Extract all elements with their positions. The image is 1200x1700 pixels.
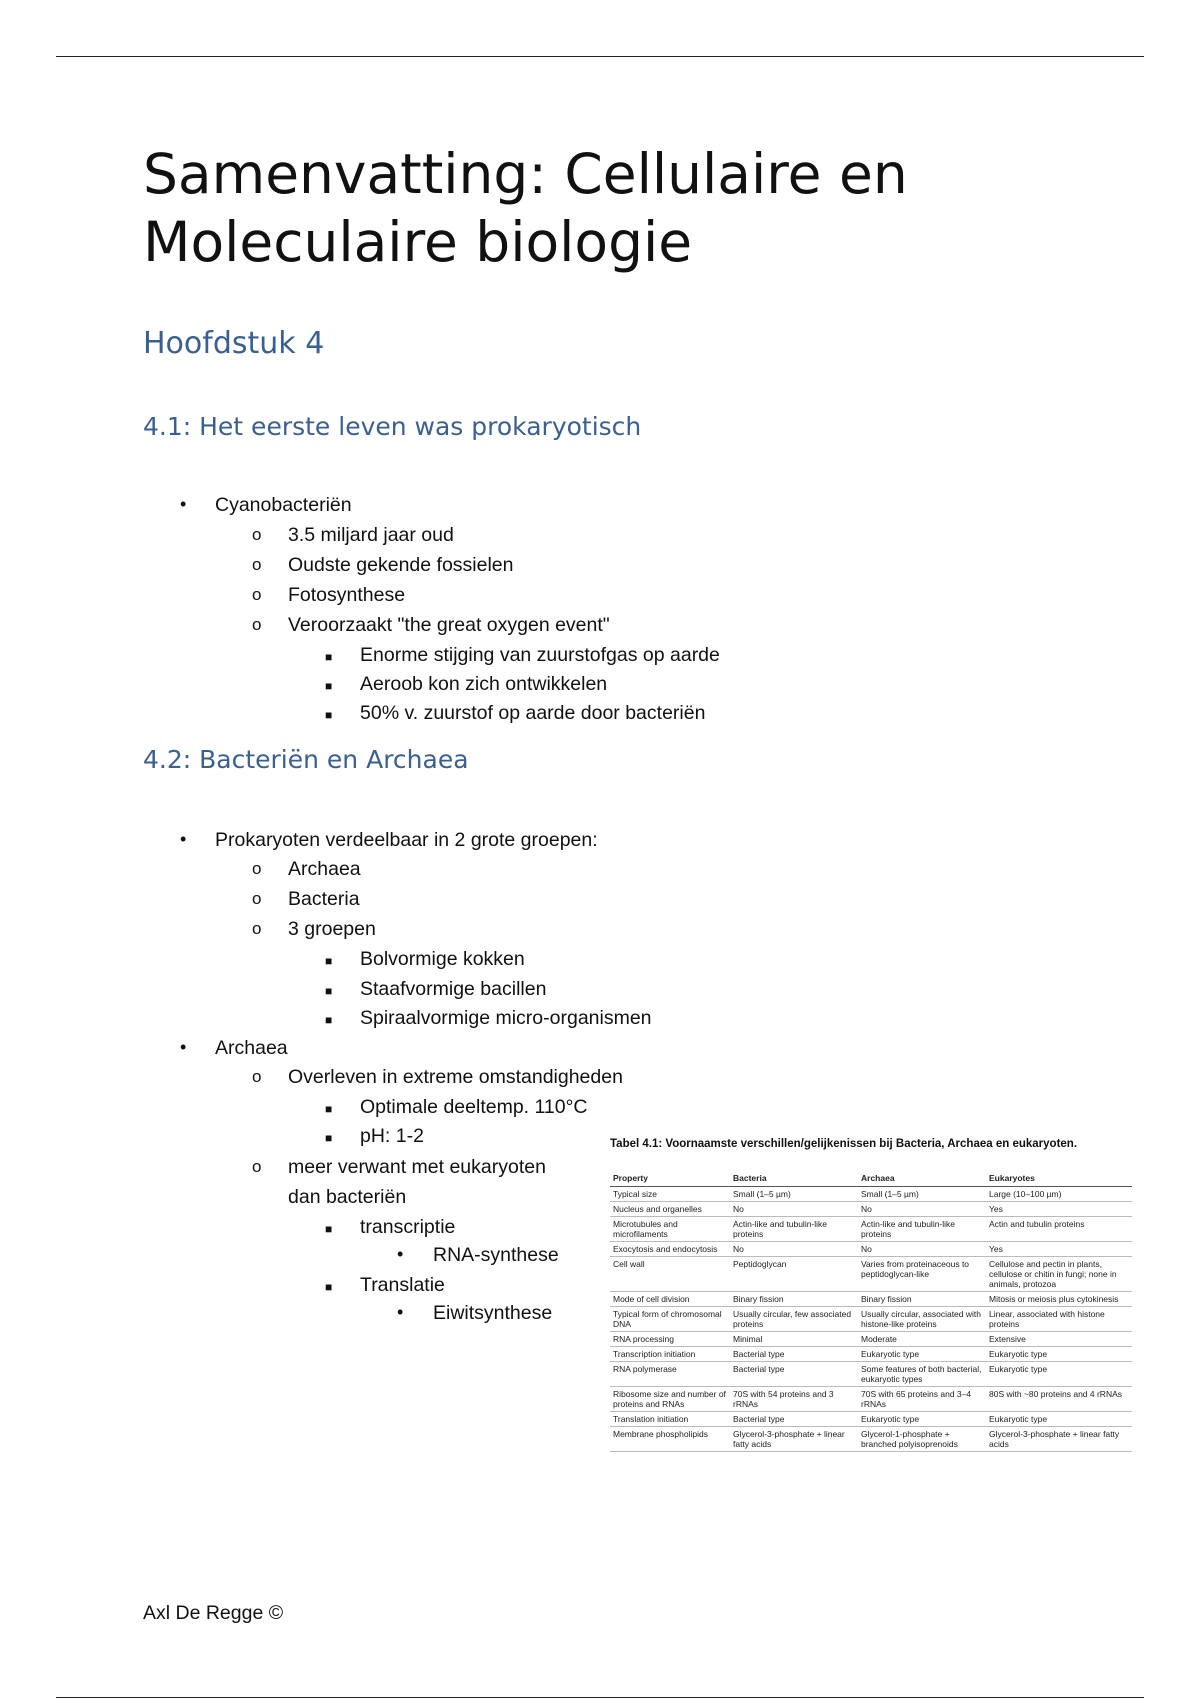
comparison-table-figure	[610, 1138, 1132, 1452]
list-item: transcriptie	[360, 1216, 456, 1238]
bullet-marker: o	[252, 919, 262, 938]
bullet-marker: ■	[325, 984, 333, 998]
bullet-marker: o	[252, 525, 262, 544]
table-cell: Eukaryotic type	[986, 1412, 1132, 1427]
table-cell: RNA processing	[610, 1332, 730, 1347]
list-item: Aeroob kon zich ontwikkelen	[360, 673, 608, 695]
list-item-continuation: dan bacteriën	[288, 1186, 407, 1208]
table-cell: Large (10–100 µm)	[986, 1187, 1132, 1202]
bullet-marker: o	[252, 585, 262, 604]
table-cell: No	[858, 1202, 986, 1217]
bullet-marker: •	[180, 829, 187, 849]
table-row	[610, 1387, 1132, 1412]
table-cell: Binary fission	[730, 1292, 858, 1307]
table-cell: 70S with 65 proteins and 3–4 rRNAs	[858, 1387, 986, 1412]
list-item: Spiraalvormige micro-organismen	[360, 1007, 652, 1029]
list-item: Veroorzaakt "the great oxygen event"	[288, 614, 610, 636]
section-heading-4-2: 4.2: Bacteriën en Archaea	[143, 745, 469, 774]
list-item: Overleven in extreme omstandigheden	[288, 1066, 623, 1088]
table-cell: Minimal	[730, 1332, 858, 1347]
list-item: Bacteria	[288, 888, 360, 910]
table-cell: Eukaryotic type	[858, 1347, 986, 1362]
table-row	[610, 1257, 1132, 1292]
chapter-heading: Hoofdstuk 4	[143, 326, 325, 361]
list-item: Archaea	[288, 858, 361, 880]
table-cell: Small (1–5 µm)	[858, 1187, 986, 1202]
table-row	[610, 1202, 1132, 1217]
table-header-cell: Property	[610, 1170, 730, 1187]
bullet-marker: ■	[325, 679, 333, 693]
table-cell: Glycerol-3-phosphate + linear fatty acids	[986, 1427, 1132, 1452]
list-item: Bolvormige kokken	[360, 948, 525, 970]
table-cell: No	[730, 1242, 858, 1257]
table-cell: Cell wall	[610, 1257, 730, 1292]
list-item: Eiwitsynthese	[433, 1302, 553, 1324]
bullet-marker: ■	[325, 954, 333, 968]
table-cell: Eukaryotic type	[986, 1362, 1132, 1387]
comparison-table	[610, 1170, 1132, 1452]
list-item: Oudste gekende fossielen	[288, 554, 514, 576]
page-title: Samenvatting: Cellulaire en Moleculaire biologie	[143, 142, 908, 274]
table-cell: Typical size	[610, 1187, 730, 1202]
table-row	[610, 1217, 1132, 1242]
table-cell: Bacterial type	[730, 1362, 858, 1387]
table-cell: Bacterial type	[730, 1347, 858, 1362]
table-cell: Usually circular, few associated proteins	[730, 1307, 858, 1332]
table-row	[610, 1332, 1132, 1347]
bullet-marker: o	[252, 889, 262, 908]
bullet-marker: ■	[325, 1131, 333, 1145]
list-item: 50% v. zuurstof op aarde door bacteriën	[360, 702, 706, 724]
table-cell: No	[730, 1202, 858, 1217]
table-cell: Ribosome size and number of proteins and RNAs	[610, 1387, 730, 1412]
table-cell: RNA polymerase	[610, 1362, 730, 1387]
table-cell: Glycerol-1-phosphate + branched polyisoprenoids	[858, 1427, 986, 1452]
list-item: pH: 1-2	[360, 1125, 424, 1147]
table-cell: Actin-like and tubulin-like proteins	[730, 1217, 858, 1242]
table-cell: Microtubules and microfilaments	[610, 1217, 730, 1242]
list-item: Translatie	[360, 1274, 445, 1296]
table-cell: Some features of both bacterial, eukaryotic types	[858, 1362, 986, 1387]
bullet-marker: ■	[325, 1013, 333, 1027]
bullet-marker: •	[180, 1037, 187, 1057]
list-item: Optimale deeltemp. 110°C	[360, 1096, 588, 1118]
table-cell: No	[858, 1242, 986, 1257]
table-cell: Bacterial type	[730, 1412, 858, 1427]
table-cell: Yes	[986, 1242, 1132, 1257]
list-item: Fotosynthese	[288, 584, 406, 606]
table-cell: Translation initiation	[610, 1412, 730, 1427]
footer-copyright: Axl De Regge ©	[143, 1602, 284, 1624]
table-cell: Varies from proteinaceous to peptidoglycan-like	[858, 1257, 986, 1292]
table-cell: Peptidoglycan	[730, 1257, 858, 1292]
bullet-marker: o	[252, 615, 262, 634]
list-item: RNA-synthese	[433, 1244, 559, 1266]
bullet-marker: ■	[325, 708, 333, 722]
table-cell: Exocytosis and endocytosis	[610, 1242, 730, 1257]
bullet-marker: •	[180, 494, 187, 514]
list-item: 3 groepen	[288, 918, 376, 940]
list-item: meer verwant met eukaryoten	[288, 1156, 546, 1178]
table-cell: Glycerol-3-phosphate + linear fatty acids	[730, 1427, 858, 1452]
table-cell: Eukaryotic type	[858, 1412, 986, 1427]
table-row	[610, 1347, 1132, 1362]
bullet-marker: •	[397, 1302, 404, 1322]
table-caption: Tabel 4.1: Voornaamste verschillen/gelijkenissen bij Bacteria, Archaea en eukaryoten.	[610, 1138, 1078, 1150]
table-row	[610, 1427, 1132, 1452]
table-cell: Cellulose and pectin in plants, cellulose or chitin in fungi; none in animals, protozoa	[986, 1257, 1132, 1292]
section-heading-4-1: 4.1: Het eerste leven was prokaryotisch	[143, 412, 642, 441]
list-item: Cyanobacteriën	[215, 494, 352, 516]
table-cell: Actin-like and tubulin-like proteins	[858, 1217, 986, 1242]
table-row	[610, 1242, 1132, 1257]
table-cell: Small (1–5 µm)	[730, 1187, 858, 1202]
table-row	[610, 1187, 1132, 1202]
table-row	[610, 1307, 1132, 1332]
bullet-marker: ■	[325, 650, 333, 664]
table-header-cell: Bacteria	[730, 1170, 858, 1187]
table-cell: 80S with ~80 proteins and 4 rRNAs	[986, 1387, 1132, 1412]
table-cell: Mitosis or meiosis plus cytokinesis	[986, 1292, 1132, 1307]
table-row	[610, 1412, 1132, 1427]
table-cell: Usually circular, associated with histone-like proteins	[858, 1307, 986, 1332]
list-item: 3.5 miljard jaar oud	[288, 524, 454, 546]
bullet-marker: •	[397, 1244, 404, 1264]
table-cell: Transcription initiation	[610, 1347, 730, 1362]
table-header-row	[610, 1170, 1132, 1187]
bullet-marker: ■	[325, 1102, 333, 1116]
bullet-marker: ■	[325, 1280, 333, 1294]
table-cell: Binary fission	[858, 1292, 986, 1307]
bullet-marker: o	[252, 555, 262, 574]
bullet-marker: o	[252, 1067, 262, 1086]
table-cell: Eukaryotic type	[986, 1347, 1132, 1362]
bullet-marker: ■	[325, 1222, 333, 1236]
table-cell: Yes	[986, 1202, 1132, 1217]
table-row	[610, 1292, 1132, 1307]
table-cell: Nucleus and organelles	[610, 1202, 730, 1217]
table-header-cell: Eukaryotes	[986, 1170, 1132, 1187]
table-cell: Moderate	[858, 1332, 986, 1347]
table-cell: Mode of cell division	[610, 1292, 730, 1307]
table-cell: 70S with 54 proteins and 3 rRNAs	[730, 1387, 858, 1412]
table-header-cell: Archaea	[858, 1170, 986, 1187]
bottom-rule	[56, 1697, 1144, 1698]
table-cell: Extensive	[986, 1332, 1132, 1347]
top-rule	[56, 56, 1144, 57]
table-cell: Linear, associated with histone proteins	[986, 1307, 1132, 1332]
list-item: Prokaryoten verdeelbaar in 2 grote groepen:	[215, 829, 598, 851]
list-item: Enorme stijging van zuurstofgas op aarde	[360, 644, 720, 666]
list-item: Staafvormige bacillen	[360, 978, 547, 1000]
table-row	[610, 1362, 1132, 1387]
table-cell: Typical form of chromosomal DNA	[610, 1307, 730, 1332]
table-cell: Membrane phospholipids	[610, 1427, 730, 1452]
table-cell: Actin and tubulin proteins	[986, 1217, 1132, 1242]
bullet-marker: o	[252, 859, 262, 878]
list-item: Archaea	[215, 1037, 288, 1059]
bullet-marker: o	[252, 1157, 262, 1176]
